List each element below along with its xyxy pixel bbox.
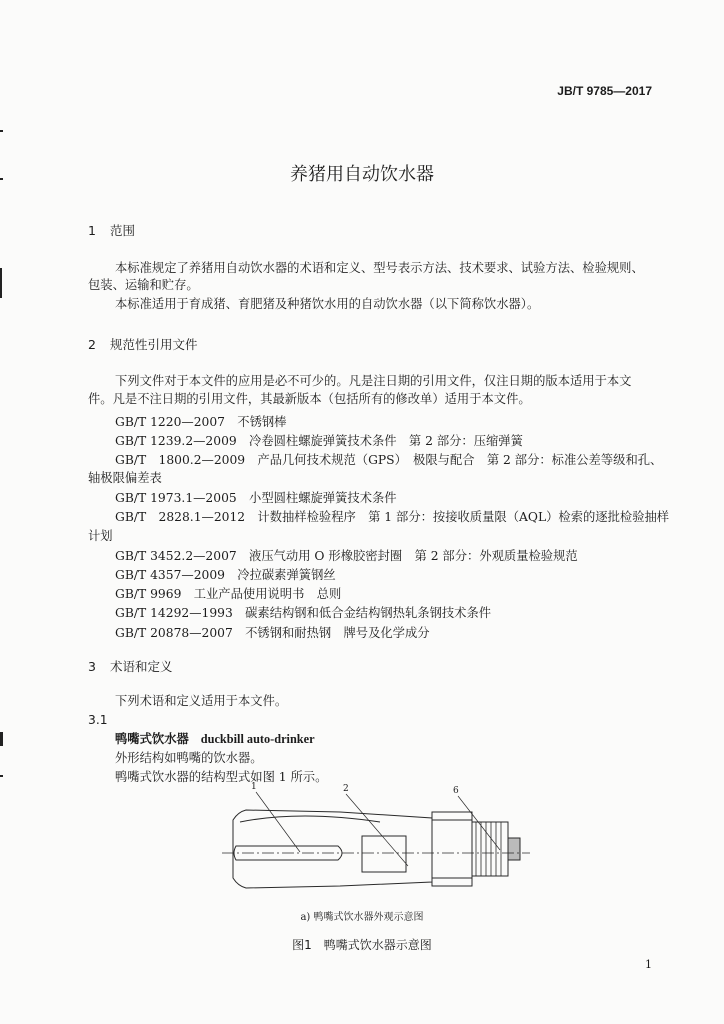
reference-item: GB/T 14292—1993 碳素结构钢和低合金结构钢热轧条钢技术条件 bbox=[115, 606, 492, 620]
document-title: 养猪用自动饮水器 bbox=[290, 164, 434, 185]
drinker-beak-contour bbox=[240, 816, 380, 822]
reference-item: GB/T 1800.2—2009 产品几何技术规范（GPS） 极限与配合 第 2 部分：标准公差等级和孔、 bbox=[115, 453, 663, 467]
drinker-beak bbox=[233, 810, 432, 888]
figure-caption: 图1 鸭嘴式饮水器示意图 bbox=[292, 938, 432, 952]
paragraph: 包装、运输和贮存。 bbox=[88, 278, 199, 292]
paragraph: 下列文件对于本文件的应用是必不可少的。凡是注日期的引用文件，仅注日期的版本适用于本文 bbox=[115, 374, 632, 388]
leader-line-6 bbox=[458, 796, 500, 850]
section-title: 范围 bbox=[110, 223, 136, 238]
subsection-number: 3.1 bbox=[88, 713, 108, 727]
reference-item: GB/T 1239.2—2009 冷卷圆柱螺旋弹簧技术条件 第 2 部分：压缩弹簧 bbox=[115, 434, 523, 448]
reference-item: GB/T 1973.1—2005 小型圆柱螺旋弹簧技术条件 bbox=[115, 491, 397, 505]
term-english: duckbill auto-drinker bbox=[200, 732, 315, 746]
reference-item: GB/T 9969 工业产品使用说明书 总则 bbox=[115, 587, 342, 601]
page-number: 1 bbox=[645, 958, 652, 971]
leader-line-1 bbox=[256, 792, 300, 852]
section-title: 术语和定义 bbox=[110, 659, 173, 674]
callout-label: 6 bbox=[453, 786, 459, 796]
paragraph: 本标准适用于育成猪、育肥猪及种猪饮水用的自动饮水器（以下简称饮水器）。 bbox=[115, 297, 540, 311]
drinker-body bbox=[432, 812, 472, 886]
callout-label: 2 bbox=[343, 784, 349, 794]
drinker-end-cap bbox=[508, 838, 520, 860]
reference-item: GB/T 2828.1—2012 计数抽样检验程序 第 1 部分：按接收质量限（AQL）检索的逐批检验抽样 bbox=[115, 510, 670, 524]
section-number: 2 bbox=[88, 337, 96, 352]
drinker-inner-valve bbox=[362, 836, 406, 872]
term-definition: 外形结构如鸭嘴的饮水器。 bbox=[115, 751, 263, 765]
figure-reference: 鸭嘴式饮水器的结构型式如图 1 所示。 bbox=[115, 770, 328, 784]
section-number: 1 bbox=[88, 223, 96, 238]
callout-label: 1 bbox=[251, 782, 257, 792]
paragraph: 件。凡是不注日期的引用文件，其最新版本（包括所有的修改单）适用于本文件。 bbox=[88, 392, 531, 406]
drinker-thread bbox=[472, 822, 508, 876]
leader-line-2 bbox=[346, 794, 408, 866]
reference-item-continuation: 轴极限偏差表 bbox=[88, 471, 162, 485]
paragraph: 本标准规定了养猪用自动饮水器的术语和定义、型号表示方法、技术要求、试验方法、检验规则、 bbox=[115, 261, 644, 275]
term-chinese: 鸭嘴式饮水器 bbox=[115, 732, 189, 746]
paragraph: 下列术语和定义适用于本文件。 bbox=[115, 694, 288, 708]
figure-subcaption: a) 鸭嘴式饮水器外观示意图 bbox=[300, 912, 424, 923]
document-code: JB/T 9785—2017 bbox=[557, 84, 652, 98]
reference-item: GB/T 20878—2007 不锈钢和耐热钢 牌号及化学成分 bbox=[115, 626, 430, 640]
reference-item-continuation: 计划 bbox=[88, 529, 113, 543]
reference-item: GB/T 1220—2007 不锈钢棒 bbox=[115, 415, 287, 429]
section-number: 3 bbox=[88, 659, 96, 674]
reference-item: GB/T 3452.2—2007 液压气动用 O 形橡胶密封圈 第 2 部分：外观质量检验规范 bbox=[115, 549, 578, 563]
section-title: 规范性引用文件 bbox=[110, 337, 198, 352]
reference-item: GB/T 4357—2009 冷拉碳素弹簧钢丝 bbox=[115, 568, 336, 582]
